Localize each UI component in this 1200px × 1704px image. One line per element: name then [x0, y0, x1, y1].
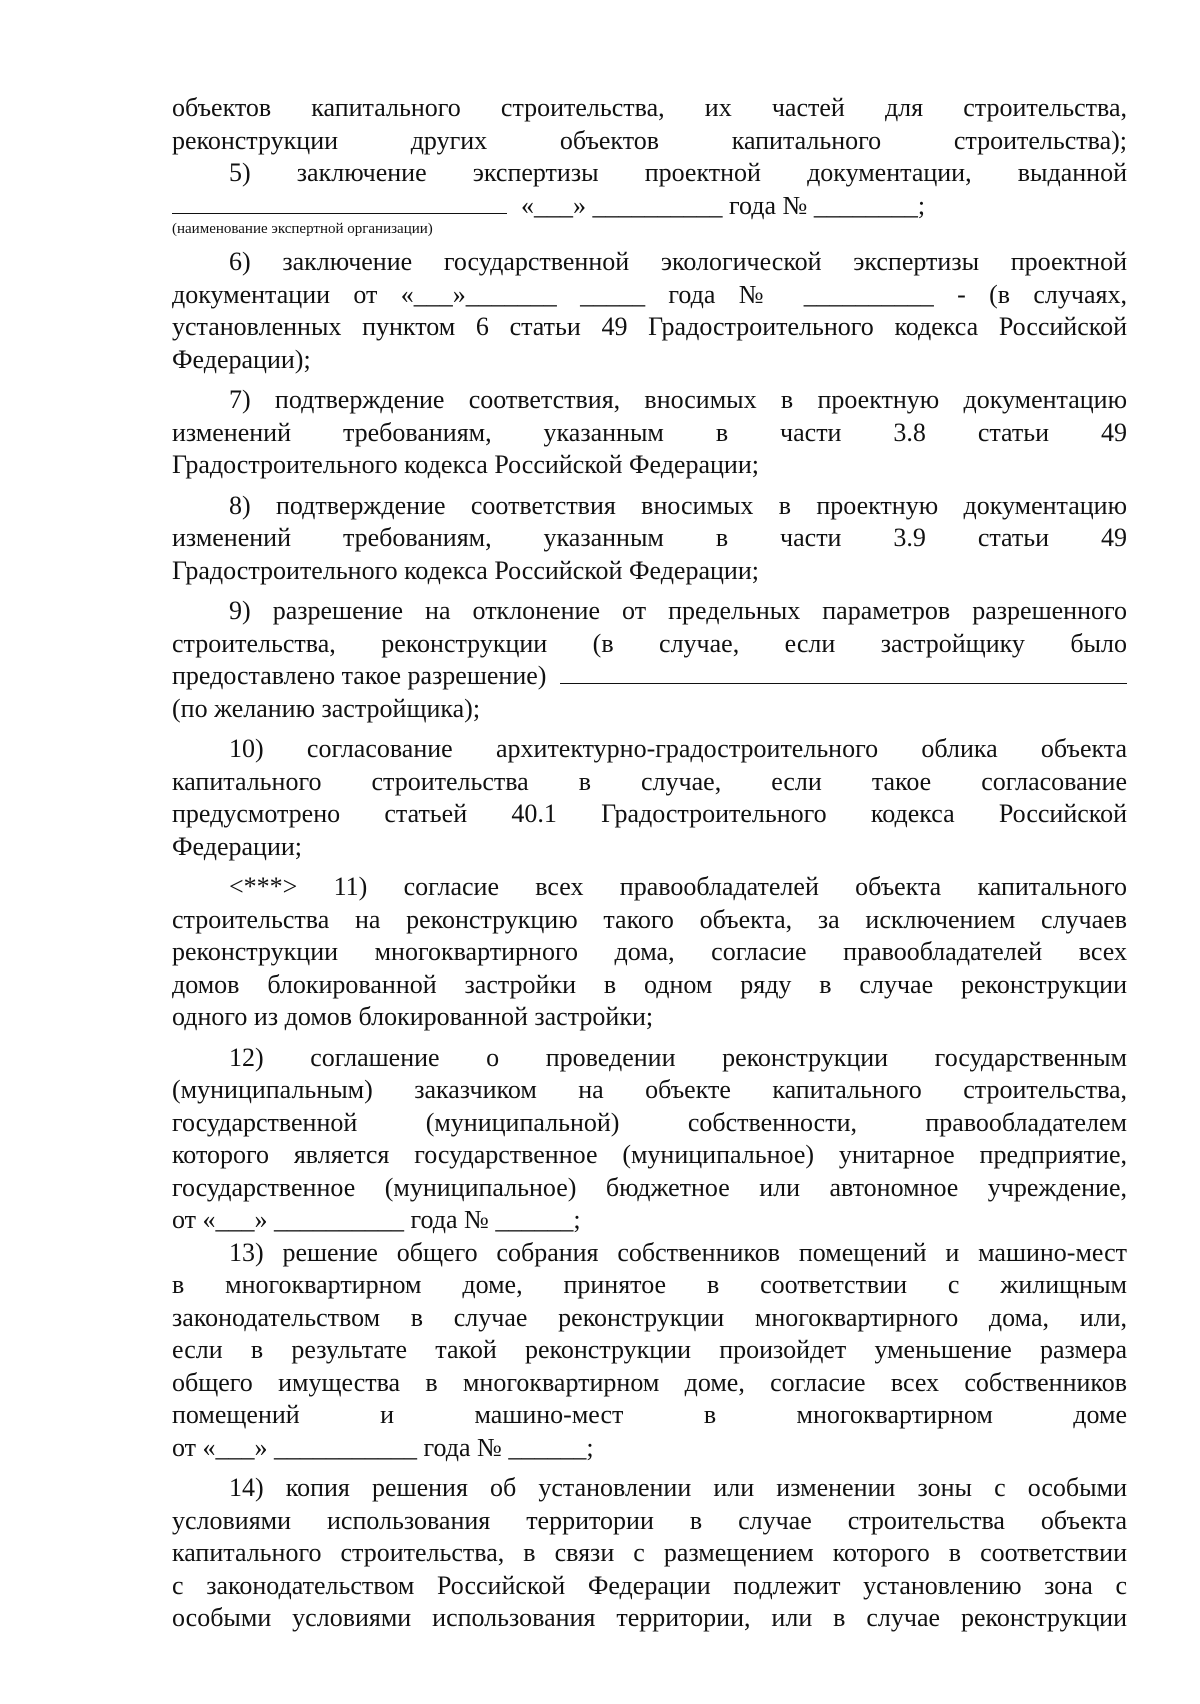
- paragraph-item-11: [172, 871, 1127, 1034]
- text-line: если в результате такой реконструкции произойдет уменьшение размера: [172, 1335, 1127, 1364]
- text-line: объектов капитального строительства, их частей для строительства,: [172, 93, 1127, 122]
- paragraph-item-7: [172, 384, 1127, 482]
- text-line: с законодательством Российской Федерации подлежит установлению зона с: [172, 1570, 1127, 1600]
- text-line: капитального строительства, в связи с размещением которого в соответствии: [172, 1538, 1127, 1567]
- text-line: реконструкции многоквартирного дома, согласие правообладателей всех: [172, 937, 1127, 966]
- text-line: 9) разрешение на отклонение от предельных параметров разрешенного: [229, 596, 1127, 625]
- paragraph-item-6: [172, 246, 1127, 376]
- text-line: 13) решение общего собрания собственников помещений и машино-мест: [229, 1237, 1127, 1267]
- text-line: установленных пунктом 6 статьи 49 Градостроительного кодекса Российской: [172, 312, 1127, 341]
- text-line: от «___» __________ года № ______;: [172, 1205, 581, 1234]
- text-line: «___» __________ года № ________;: [521, 190, 926, 220]
- paragraph-item-12: [172, 1042, 1127, 1237]
- text-line: Градостроительного кодекса Российской Федерации;: [172, 555, 759, 585]
- text-line: общего имущества в многоквартирном доме, согласие всех собственников: [172, 1367, 1127, 1397]
- text-line: домов блокированной застройки в одном ряду в случае реконструкции: [172, 969, 1127, 999]
- text-line: 8) подтверждение соответствия вносимых в проектную документацию: [229, 490, 1127, 520]
- paragraph-item-8: [172, 490, 1127, 588]
- paragraph-item-14: [172, 1472, 1127, 1635]
- text-line: 12) соглашение о проведении реконструкции государственным: [229, 1042, 1127, 1072]
- text-line: Федерации;: [172, 831, 303, 861]
- text-line: законодательством в случае реконструкции многоквартирного дома, или,: [172, 1302, 1127, 1332]
- paragraph-item-5: [172, 157, 1127, 238]
- text-line: строительства, реконструкции (в случае, если застройщику было: [172, 628, 1127, 658]
- text-line: изменений требованиям, указанным в части 3.9 статьи 49: [172, 523, 1127, 552]
- text-line: помещений и машино-мест в многоквартирном доме: [172, 1400, 1127, 1429]
- blank-field[interactable]: [172, 193, 507, 214]
- text-line: 10) согласование архитектурно-градостроительного облика объекта: [229, 734, 1127, 763]
- document-page: [172, 92, 1127, 1635]
- text-line: строительства на реконструкцию такого объекта, за исключением случаев: [172, 904, 1127, 934]
- caption: (наименование экспертной организации): [172, 221, 433, 237]
- paragraph-item-10: [172, 733, 1127, 863]
- text-line: изменений требованиям, указанным в части 3.8 статьи 49: [172, 417, 1127, 447]
- text-line: (муниципальным) заказчиком на объекте капитального строительства,: [172, 1075, 1127, 1104]
- text-line: документации от «___»_______ _____ года № __________ - (в случаях,: [172, 279, 1127, 309]
- text-line: 14) копия решения об установлении или изменении зоны с особыми: [229, 1473, 1127, 1502]
- form-line: [172, 190, 1127, 223]
- text-line: от «___» ___________ года № ______;: [172, 1432, 594, 1462]
- text-line: капитального строительства в случае, если такое согласование: [172, 766, 1127, 796]
- text-line: которого является государственное (муниципальное) унитарное предприятие,: [172, 1140, 1127, 1169]
- text-line: Градостроительного кодекса Российской Федерации;: [172, 450, 759, 479]
- paragraph-item-9: [172, 595, 1127, 725]
- text-line: условиями использования территории в случае строительства объекта: [172, 1505, 1127, 1535]
- text-line: предусмотрено статьей 40.1 Градостроительного кодекса Российской: [172, 799, 1127, 828]
- text-line: одного из домов блокированной застройки;: [172, 1002, 654, 1031]
- text-line: 6) заключение государственной экологической экспертизы проектной: [229, 247, 1127, 276]
- text-line: особыми условиями использования территории, или в случае реконструкции: [172, 1603, 1127, 1632]
- text-line: государственной (муниципальной) собственности, правообладателем: [172, 1107, 1127, 1137]
- text-line: Федерации);: [172, 344, 311, 374]
- text-line: реконструкции других объектов капитального строительства);: [172, 125, 1127, 155]
- paragraph-item-13: [172, 1237, 1127, 1465]
- text-line: предоставлено такое разрешение): [172, 661, 547, 690]
- blank-field[interactable]: [560, 663, 1127, 684]
- form-line: [172, 660, 1127, 693]
- text-line: (по желанию застройщика);: [172, 693, 481, 723]
- text-line: <***> 11) согласие всех правообладателей объекта капитального: [229, 872, 1127, 901]
- paragraph-continuation: [172, 92, 1127, 157]
- text-line: в многоквартирном доме, принятое в соответствии с жилищным: [172, 1270, 1127, 1299]
- text-line: 5) заключение экспертизы проектной документации, выданной: [229, 158, 1127, 187]
- text-line: государственное (муниципальное) бюджетное или автономное учреждение,: [172, 1172, 1127, 1202]
- text-line: 7) подтверждение соответствия, вносимых в проектную документацию: [229, 385, 1127, 414]
